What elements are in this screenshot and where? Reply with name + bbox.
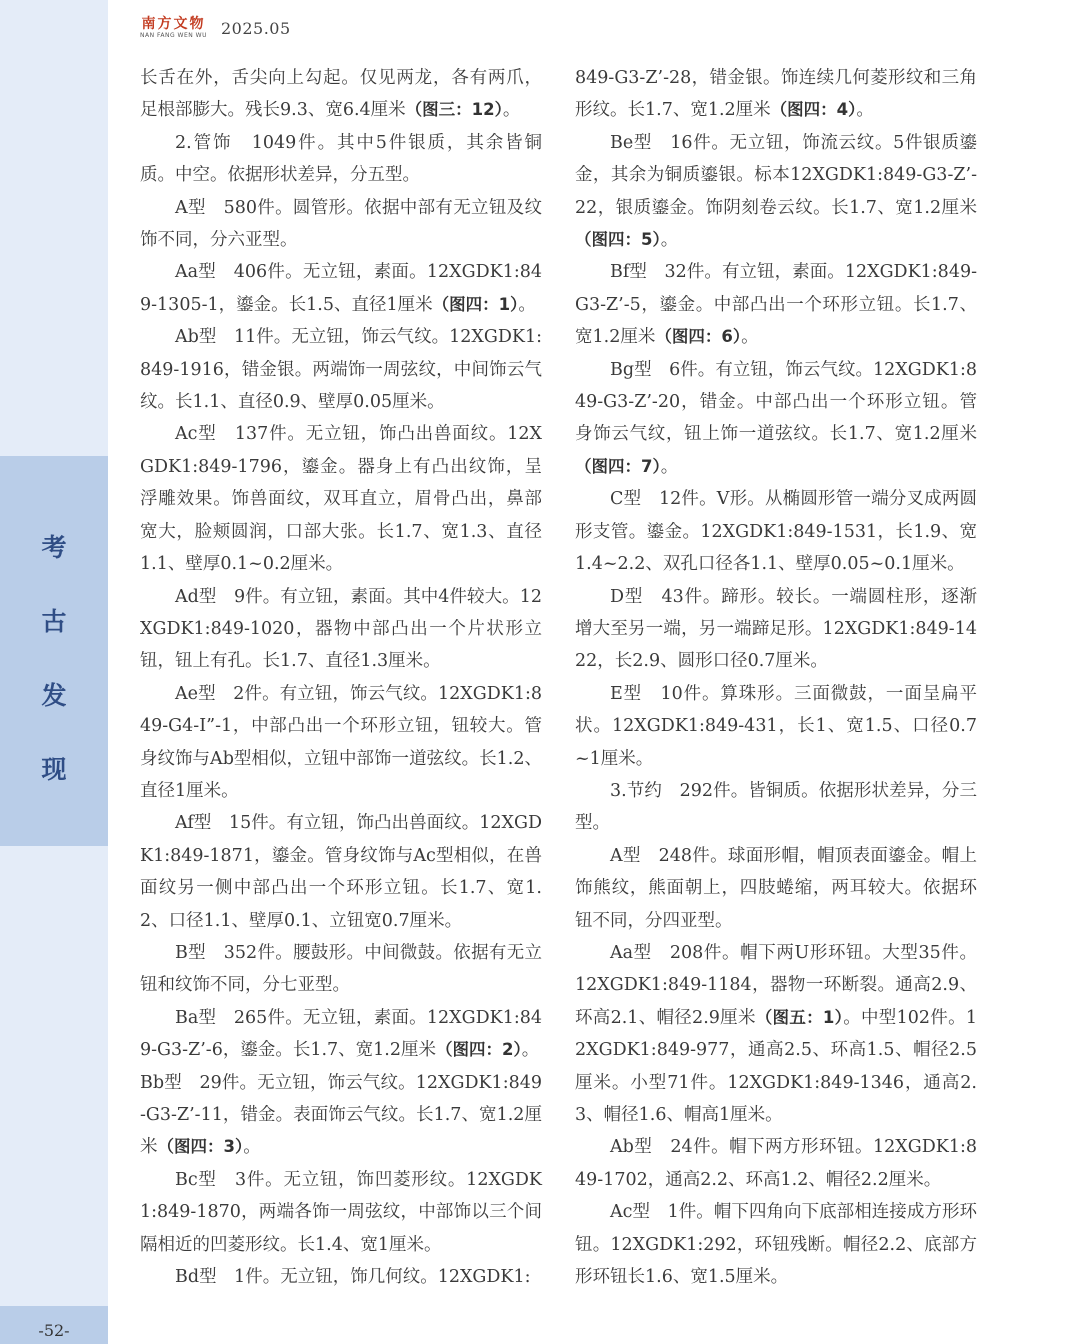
section-label-char-1: 考 — [41, 533, 67, 562]
paragraph-text: 。 — [660, 456, 679, 477]
paragraph-text: Ac型 1件。帽下四角向下底部相连接成方形环钮。12XGDK1:292，环钮残断。帽径2.2、底部方形环钮长1.6、宽1.5厘米。 — [575, 1202, 977, 1288]
paragraph-text: D型 43件。蹄形。较长。一端圆柱形，逐渐增大至另一端，另一端蹄足形。12XGDK1:849-1422，长2.9、圆形口径0.7厘米。 — [575, 586, 977, 672]
journal-logo — [140, 16, 207, 40]
paragraph — [140, 1067, 542, 1164]
paragraph — [575, 256, 977, 353]
section-label-char-2: 古 — [41, 607, 67, 636]
issue-number: 2025.05 — [220, 18, 291, 38]
paragraph — [140, 127, 542, 192]
paragraph-text: Aa型 208件。帽下两U形环钮。大型35件。12XGDK1:849-1184，器物一环断裂。通高2.9、环高2.1、帽径2.9厘米 — [575, 942, 977, 1028]
paragraph-text: E型 10件。算珠形。三面微鼓，一面呈扁平状。12XGDK1:849-431，长1、宽1.5、口径0.7~1厘米。 — [575, 683, 977, 769]
section-label-char-4: 现 — [41, 755, 67, 784]
figure-reference: （图四：6） — [655, 327, 742, 347]
paragraph — [575, 678, 977, 775]
paragraph — [575, 775, 977, 840]
paragraph-text: 。 — [243, 1137, 261, 1158]
figure-reference: （图四：4） — [770, 100, 857, 120]
paragraph-text: Bg型 6件。有立钮，饰云气纹。12XGDK1:849-G3-Z’-20，错金。中部凸出一个环形立钮。管身饰云气纹，钮上饰一道弦纹。长1.7、宽1.2厘米 — [575, 359, 977, 445]
paragraph-text: B型 352件。腰鼓形。中间微鼓。依据有无立钮和纹饰不同，分七亚型。 — [140, 942, 542, 996]
paragraph-text: 。 — [856, 100, 874, 121]
paragraph-text: A型 580件。圆管形。依据中部有无立钮及纹饰不同，分六亚型。 — [140, 197, 542, 251]
paragraph-text: Aa型 406件。无立钮，素面。12XGDK1:849-1305-1，鎏金。长1.5、直径1厘米 — [140, 262, 542, 315]
page-number: -52- — [38, 1321, 70, 1340]
paragraph — [140, 937, 542, 1002]
figure-reference: （图四：1） — [432, 294, 519, 314]
figure-reference: （图四：7） — [575, 456, 661, 476]
paragraph-text: Bc型 3件。无立钮，饰凹菱形纹。12XGDK1:849-1870，两端各饰一周弦纹，中部饰以三个间隔相近的凹菱形纹。长1.4、宽1厘米。 — [140, 1169, 542, 1255]
paragraph — [140, 62, 542, 127]
paragraph-text: 。 — [521, 1040, 540, 1061]
paragraph-text: 。中型102件。12XGDK1:849-977，通高2.5、环高1.5、帽径2.5厘米。小型71件。12XGDK1:849-1346，通高2.3、帽径1.6、帽高1厘米。 — [575, 1007, 977, 1125]
paragraph-text: 3.节约 292件。皆铜质。依据形状差异，分三型。 — [575, 780, 977, 834]
paragraph-text: Bb型 29件。无立钮，饰云气纹。12XGDK1:849-G3-Z’-11，错金。表面饰云气纹。长1.7、宽1.2厘米 — [140, 1072, 542, 1158]
paragraph — [575, 127, 977, 257]
paragraph — [140, 1164, 542, 1261]
running-header — [140, 12, 291, 44]
figure-reference: （图四：5） — [575, 230, 661, 250]
paragraph — [140, 192, 542, 257]
sidebar-section-band — [0, 456, 108, 846]
paragraph-text: Ad型 9件。有立钮，素面。其中4件较大。12XGDK1:849-1020，器物中部凸出一个片状形立钮，钮上有孔。长1.7、直径1.3厘米。 — [140, 586, 542, 672]
paragraph — [140, 256, 542, 321]
paragraph — [575, 1196, 977, 1293]
paragraph-text: Ae型 2件。有立钮，饰云气纹。12XGDK1:849-G4-I”-1，中部凸出一个环形立钮，钮较大。管身纹饰与Ab型相似，立钮中部饰一道弦纹。长1.2、直径1厘米。 — [140, 683, 542, 801]
figure-reference: （图三：12） — [405, 100, 503, 120]
paragraph-text: Ac型 137件。无立钮，饰凸出兽面纹。12XGDK1:849-1796，鎏金。器身上有凸出纹饰，呈浮雕效果。饰兽面纹，双耳直立，眉骨凸出，鼻部宽大，脸颊圆润，口部大张。长1.7、宽1.3、直径1.1、壁厚0.1~0.2厘米。 — [140, 424, 542, 575]
paragraph-text: 2.管饰 1049件。其中5件银质，其余皆铜质。中空。依据形状差异，分五型。 — [140, 132, 542, 186]
paragraph-text: 长舌在外，舌尖向上勾起。仅见两龙，各有两爪，足根部膨大。残长9.3、宽6.4厘米 — [140, 68, 542, 121]
paragraph-text: Ab型 24件。帽下两方形环钮。12XGDK1:849-1702，通高2.2、环高1.2、帽径2.2厘米。 — [575, 1137, 977, 1190]
paragraph-text: 。 — [741, 327, 759, 348]
paragraph — [140, 807, 542, 937]
paragraph-text: A型 248件。球面形帽，帽顶表面鎏金。帽上饰熊纹，熊面朝上，四肢蜷缩，两耳较大。依据环钮不同，分四亚型。 — [575, 845, 977, 931]
logo-chinese: 南方文物 — [141, 16, 206, 32]
paragraph-text: Af型 15件。有立钮，饰凸出兽面纹。12XGDK1:849-1871，鎏金。管身纹饰与Ac型相似，在兽面纹另一侧中部凸出一个环形立钮。长1.7、宽1.2、口径1.1、壁厚0.1、立钮宽0.7厘米。 — [140, 813, 542, 931]
paragraph-text: Bd型 1件。无立钮，饰几何纹。12XGDK1: — [175, 1267, 531, 1288]
paragraph-text: 849-G3-Z’-28，错金银。饰连续几何菱形纹和三角形纹。长1.7、宽1.2厘米 — [575, 68, 977, 121]
paragraph-text: C型 12件。V形。从椭圆形管一端分叉成两圆形支管。鎏金。12XGDK1:849-1531，长1.9、宽1.4~2.2、双孔口径各1.1、壁厚0.05~0.1厘米。 — [575, 489, 977, 575]
paragraph — [575, 62, 977, 127]
text-column-left — [140, 62, 542, 1293]
paragraph — [140, 678, 542, 808]
paragraph-text: 。 — [660, 230, 679, 251]
paragraph — [575, 581, 977, 678]
section-label-char-3: 发 — [41, 681, 67, 710]
paragraph — [575, 354, 977, 484]
paragraph-text: 。 — [518, 294, 536, 315]
paragraph — [140, 1261, 542, 1293]
figure-reference: （图四：2） — [436, 1040, 522, 1060]
paragraph — [575, 937, 977, 1131]
paragraph — [140, 321, 542, 418]
paragraph — [575, 1131, 977, 1196]
paragraph — [140, 418, 542, 580]
sidebar — [0, 0, 108, 1344]
paragraph-text: Ab型 11件。无立钮，饰云气纹。12XGDK1:849-1916，错金银。两端饰一周弦纹，中间饰云气纹。长1.1、直径0.9、壁厚0.05厘米。 — [140, 327, 542, 413]
text-column-right — [575, 62, 977, 1293]
paragraph — [140, 581, 542, 678]
paragraph — [575, 483, 977, 580]
paragraph-text: Ba型 265件。无立钮，素面。12XGDK1:849-G3-Z’-6，鎏金。长1.7、宽1.2厘米 — [140, 1007, 542, 1061]
paragraph — [140, 1002, 542, 1067]
figure-reference: （图四：3） — [157, 1137, 244, 1157]
paragraph-text: Be型 16件。无立钮，饰流云纹。5件银质鎏金，其余为铜质鎏银。标本12XGDK1:849-G3-Z’-22，银质鎏金。饰阴刻卷云纹。长1.7、宽1.2厘米 — [575, 132, 977, 218]
paragraph-text: Bf型 32件。有立钮，素面。12XGDK1:849-G3-Z’-5，鎏金。中部凸出一个环形立钮。长1.7、宽1.2厘米 — [575, 262, 977, 348]
logo-pinyin: NAN FANG WEN WU — [140, 32, 207, 39]
paragraph — [575, 840, 977, 937]
figure-reference: （图五：1） — [755, 1007, 844, 1027]
paragraph-text: 。 — [502, 100, 521, 121]
